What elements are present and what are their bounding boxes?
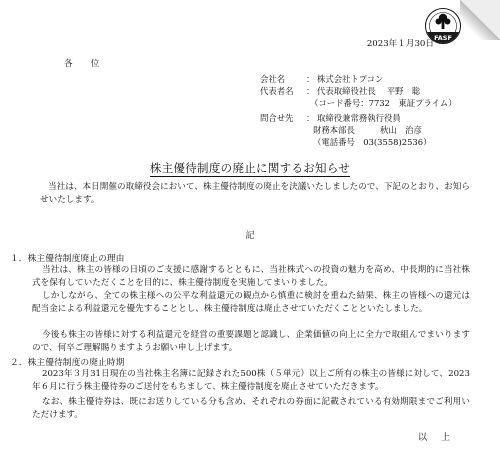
company-row-value: 取締役兼常務執行役員 [317, 113, 401, 123]
addressee: 各位 [64, 59, 118, 69]
company-row-sep: ： [306, 86, 315, 96]
page-fold-corner [460, 0, 500, 40]
section-paragraph: なお、株主優待券は、既にお送りしている分も含め、それぞれの券面に記載されている有効期限までご利用いただけます。 [32, 397, 470, 420]
company-row [260, 85, 420, 97]
intro-paragraph: 当社は、本日開催の取締役会において、株主優待制度の廃止を決議いたしましたので、下記のとおり、お知らせいたします。 [40, 182, 470, 205]
company-row-sep: ： [306, 113, 315, 123]
page-title [0, 160, 500, 176]
company-row-value: （電話番号 03(3558)2536） [313, 137, 432, 147]
company-row [260, 73, 383, 85]
section-heading: １．株主優待制度廃止の理由 [10, 254, 125, 264]
company-row-value: 株式会社トプコン [317, 74, 384, 84]
company-row-value: （コード番号：7732 東証プライム） [310, 98, 457, 108]
section-paragraph: 今後も株主の皆様に対する利益還元を経営の重要課題と認識し、企業価値の向上に全力で取組んでまいりますので、何卒ご理解賜りますようお願い申し上げます。 [32, 330, 470, 353]
company-row-label: 問合せ先 [260, 113, 294, 123]
ki-marker: 記 [245, 231, 255, 241]
section-paragraph: しかしながら、全ての株主様への公平な利益還元の観点から慎重に検討を重ねた結果、株主の皆様への還元は配当金による利益還元を優先することとし、株主優待制度は廃止させていただくことといたしました。 [32, 291, 470, 314]
company-row [313, 124, 422, 136]
company-row-value: 代表取締役社長 平野 聡 [317, 86, 421, 96]
closing-mark: 以上 [417, 433, 464, 443]
section-paragraph: 当社は、株主の皆様の日頃のご支援に感謝するとともに、当社株式への投資の魅力を高め、中長期的に当社株式を保有していただくことを目的に、株主優待制度を実施してまいりました。 [32, 265, 470, 288]
company-row-label: 代表者名 [260, 86, 294, 96]
logo-text: FASF [434, 34, 452, 42]
company-row-value: 財務本部長 秋山 治彦 [313, 125, 422, 135]
company-row [260, 112, 401, 124]
company-row [313, 136, 431, 148]
page-title-text: 株主優待制度の廃止に関するお知らせ [149, 161, 351, 175]
document-date: 2023年１月30日 [366, 39, 434, 49]
company-row [310, 97, 457, 109]
section-paragraph: 2023年３月31日現在の当社株主名簿に記録された500株（５単元）以上ご所有の株主の皆様に対して、2023年６月に行う株主優待券のご送付をもちまして、株主優待制度を廃止させていただきます。 [32, 369, 470, 392]
company-row-sep: ： [306, 74, 315, 84]
company-row-label: 会社名 [260, 74, 286, 84]
section-heading: ２．株主優待制度の廃止時期 [10, 358, 125, 368]
